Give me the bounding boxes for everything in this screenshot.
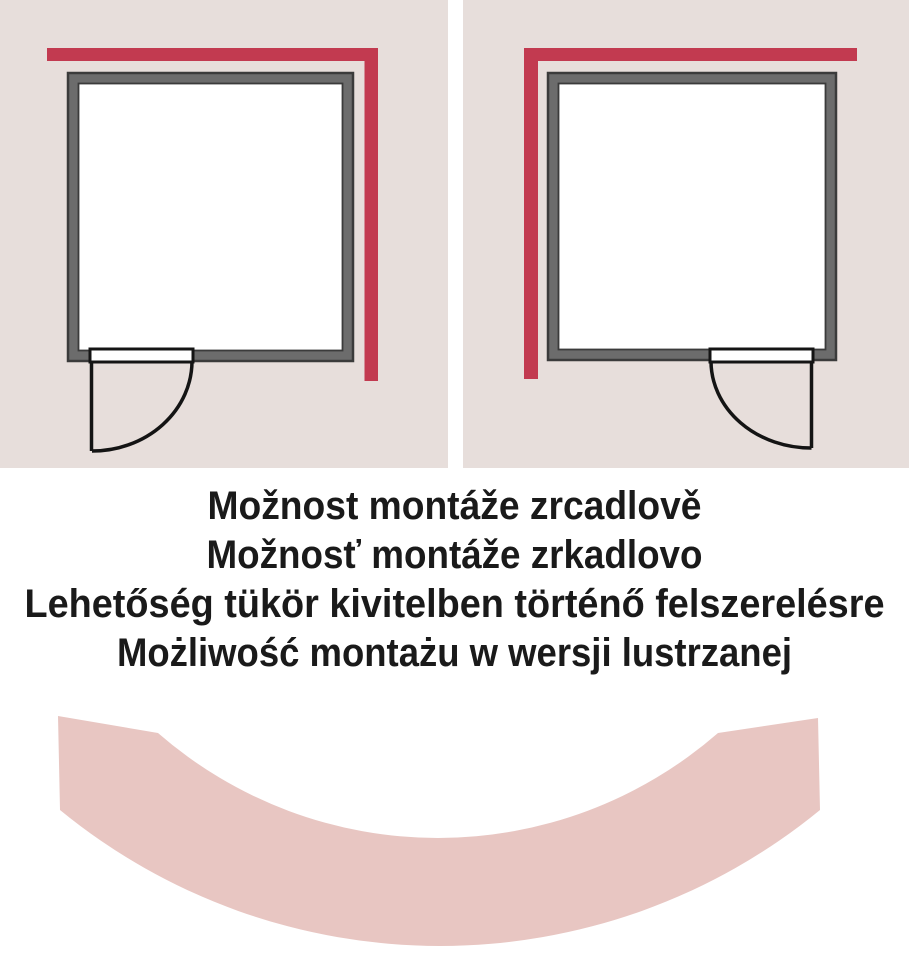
bench-arc [0, 704, 909, 957]
caption-line-polish: Możliwość montażu w wersji lustrzanej [117, 631, 792, 675]
curved-bench-shape [58, 716, 820, 946]
cabin-interior-right [559, 84, 826, 350]
caption [0, 468, 909, 704]
caption-line-slovak: Možnosť montáže zrkadlovo [206, 533, 703, 577]
floor-plans [0, 0, 909, 468]
floor-plan-left [0, 0, 448, 468]
caption-line-czech: Možnost montáže zrcadlově [207, 484, 702, 528]
caption-line-hungarian: Lehetőség tükör kivitelben történő felszerelésre [24, 582, 885, 626]
floor-plan-right [463, 0, 909, 468]
door-leaf-left [90, 349, 193, 362]
cabin-interior-left [79, 84, 343, 351]
door-leaf-right [710, 349, 813, 362]
